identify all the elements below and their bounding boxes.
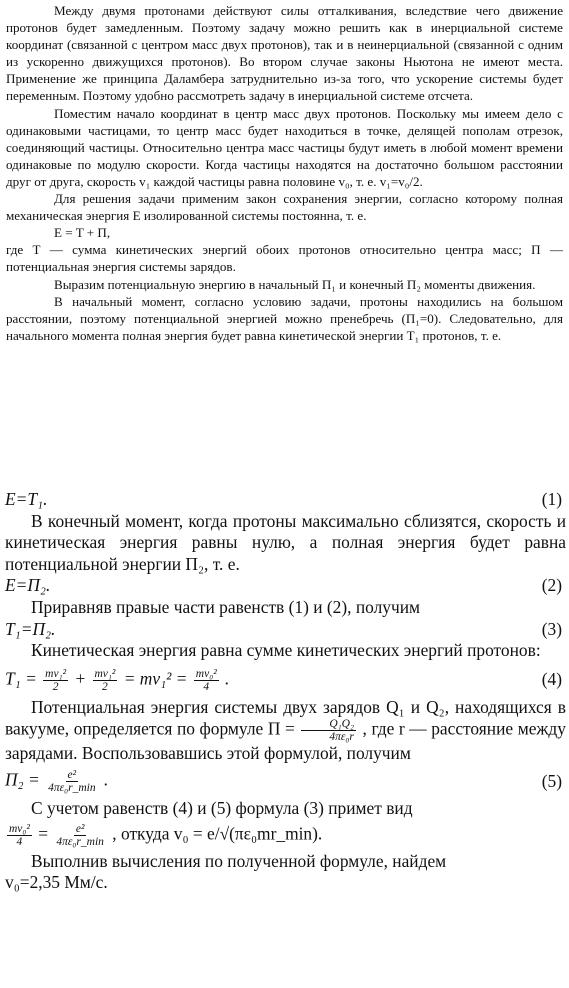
eq4-fraction-2 [93,668,118,693]
paragraph-5: Выразим потенциальную энергию в начальный П₁ и конечный П₂ моменты движения. [54,276,536,292]
eq6-fraction-1 [7,823,32,848]
equation-number-4: (4) [541,669,562,690]
paragraph-6: В начальный момент, согласно условию задачи, протоны находились на большом расстоянии, поэтому потенциальной энергией можно пренебречь (П₁=0). Следовательно, для начального момента полная энергия будет равна кинетической энергии Т₁ протонов, т. е. [6,293,563,343]
solution-text-bottom [5,489,566,894]
equation-3: T₁=П₂. [5,618,56,639]
coulomb-num: Q₁Q₂ [301,718,356,731]
coulomb-den: 4πε₀r [329,731,354,744]
equation-number-5: (5) [541,770,562,791]
equation-4 [5,668,229,693]
eq4-f1-den: 2 [52,680,59,693]
energy-equation: E = T + П, [54,225,111,241]
eq4-end: . [225,668,230,689]
result: v₀=2,35 Мм/с. [5,872,108,893]
eq4-lhs: T₁ = [5,668,37,689]
text-5: С учетом равенств (4) и (5) формула (3) примет вид [31,797,413,818]
eq5-lhs: П₂ = [5,769,40,790]
equation-number-2: (2) [541,575,562,596]
text-4-part-b: , где r — расстояние между зарядами. Воспользовавшись этой формулой, получим [5,718,566,764]
eq5-den: 4πε₀r_min [48,781,96,794]
eq5-num: e² [67,768,77,781]
equation-2: E=П₂. [5,575,51,596]
eq4-fraction-3 [194,668,219,693]
paragraph-1: Между двумя протонами действуют силы отталкивания, вследствие чего движение протонов будет замедленным. Поэтому задачу можно решить как в инерциальной системе координат (связанной с центром масс двух протонов), так и в неинерциальной (связанной с одним из ускоренно движущихся протонов). Во втором случае законы Ньютона не имеют места. Применение же принципа Даламбера затруднительно из-за того, что ускорение системы будет переменным. Поэтому удобно рассмотреть задачу в инерциальной системе отсчета. [6,3,563,104]
eq4-f3-den: 4 [203,680,210,693]
eq6-f2-num: e² [75,822,85,835]
eq4-f2-num: mv₁² [94,667,116,680]
equation-row-4 [5,668,566,693]
eq5-end: . [103,769,109,790]
eq4-plus: + [74,668,87,689]
text-4-part-a: Потенциальная энергия системы двух зарядов Q₁ и Q₂, находящихся в вакууме, определяется по формуле П = [5,696,566,739]
text-1: В конечный момент, когда протоны максимально сблизятся, скорость и кинетическая энергия равны нулю, а полная энергия будет равна потенциальной энергии П₂, т. е. [5,510,566,574]
eq6-equals: = [38,823,49,844]
paragraph-3: Для решения задачи применим закон сохранения энергии, согласно которому полная механическая энергия Е изолированной системы постоянна, т. е. [6,191,563,224]
eq6-f1-den: 4 [16,835,23,848]
solution-text-top [6,2,563,344]
eq4-fraction-1 [43,668,68,693]
equation-number-1: (1) [541,489,562,509]
text-3: Кинетическая энергия равна сумме кинетических энергий протонов: [31,640,541,661]
text-4 [5,697,566,765]
eq4-f1-num: mv₁² [45,667,67,680]
coulomb-fraction [301,718,356,743]
paragraph-4: где Т — сумма кинетических энергий обоих протонов относительно центра масс; П — потенциальная энергия системы зарядов. [6,242,563,275]
text-6: Выполнив вычисления по полученной формуле, найдем [31,850,447,871]
text-2: Приравняв правые части равенств (1) и (2), получим [31,596,421,617]
equation-row-3 [5,619,566,641]
eq6-fraction-2 [54,823,106,848]
eq6-f1-num: mv₀² [9,822,30,835]
paragraph-2: Поместим начало координат в центр масс двух протонов. Поскольку мы имеем дело с одинаковыми частицами, то центр масс будет находиться в точке, делящей пополам отрезок, соединяющий частицы. Относительно центра масс частицы будут иметь в любой момент времени одинаковые по модулю скорости. Когда частицы находятся на достаточно большом расстоянии друг от друга, скорость v₁ каждой частицы равна половине v₀, т. е. v₁=v₀/2. [6,105,563,189]
eq4-middle: = mv₁² = [123,668,188,689]
equation-number-3: (3) [541,618,562,639]
equation-row-5 [5,769,566,794]
equation-row-1 [5,489,566,511]
eq5-fraction [46,769,98,794]
eq4-f3-num: mv₀² [195,667,217,680]
eq4-f2-den: 2 [102,680,108,693]
equation-row-2 [5,575,566,597]
equation-5 [5,769,108,794]
eq6-tail: , откуда v₀ = e/√(πε₀mr_min). [112,823,323,844]
equation-6 [5,823,566,848]
eq6-f2-den: 4πε₀r_min [56,835,104,848]
equation-1: E=T₁. [5,489,48,509]
